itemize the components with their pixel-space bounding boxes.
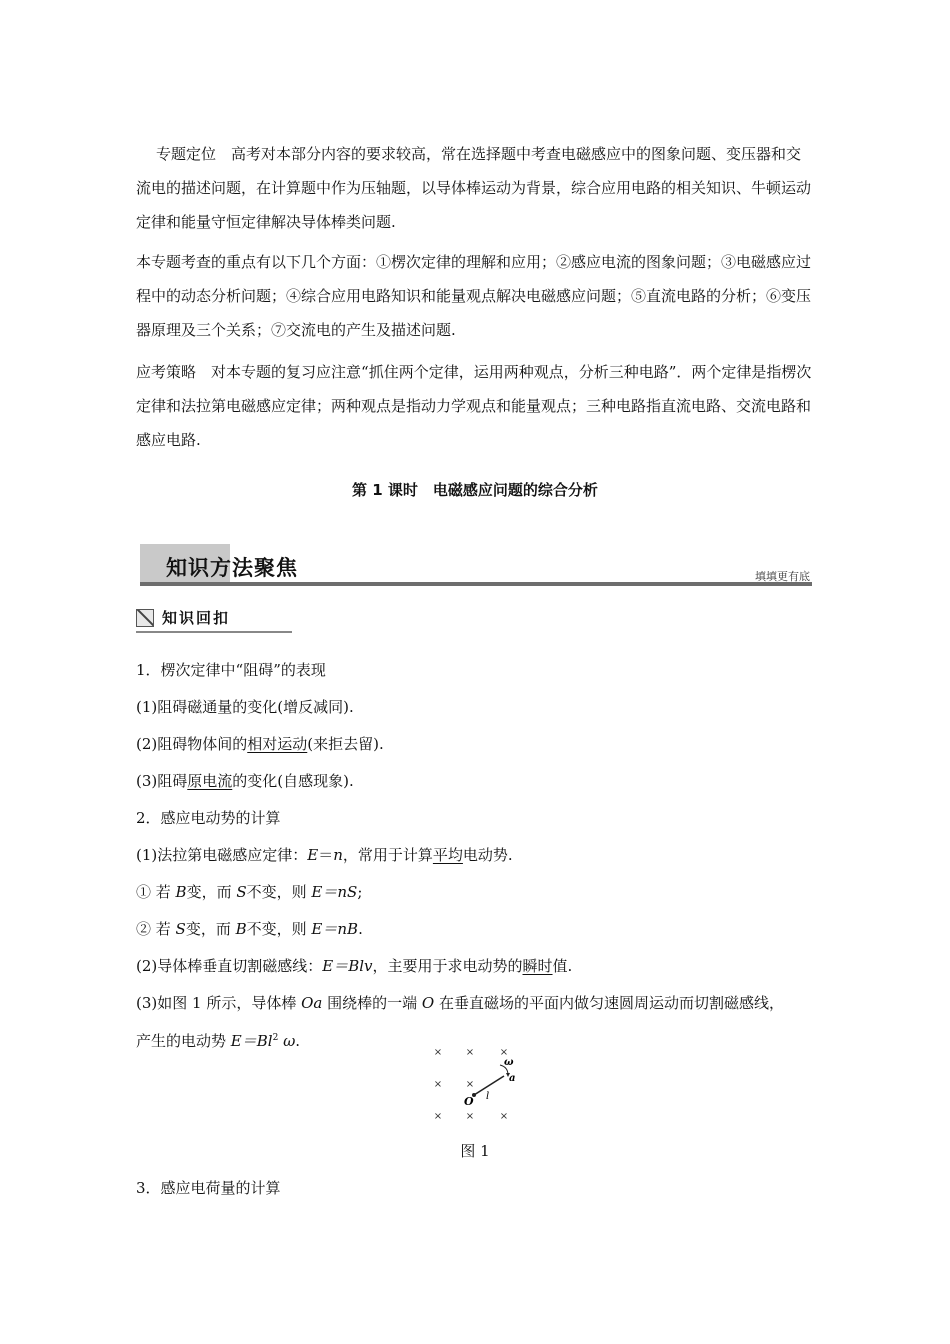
field-cross: × [433, 1047, 443, 1058]
heading-3: 3．感应电荷量的计算 [136, 1179, 281, 1197]
heading-1: 1．楞次定律中“阻碍”的表现 [136, 661, 326, 679]
subsection-icon [136, 609, 154, 627]
lesson-title: 第 1 课时 电磁感应问题的综合分析 [352, 481, 598, 499]
heading-2: 2．感应电动势的计算 [136, 809, 281, 827]
strategy-label: 应考策略 [136, 363, 197, 381]
item-2-1: (1)法拉第电磁感应定律：E＝n，常用于计算平均电动势. [136, 846, 513, 864]
figure-1-diagram [430, 1043, 520, 1123]
item-2-3: (3)如图 1 所示，导体棒 Oa 围绕棒的一端 O 在垂直磁场的平面内做匀速圆周运动而切割磁感线， [136, 994, 784, 1012]
intro-focus: 本专题考查的重点有以下几个方面：①楞次定律的理解和应用；②感应电流的图象问题；③电磁感应过程中的动态分析问题；④综合应用电路知识和能量观点解决电磁感应问题；⑤直流电路的分析；⑥变压器原理及三个关系；⑦交流电的产生及描述问题. [136, 253, 812, 339]
figure-caption: 图 1 [460, 1142, 490, 1160]
subsection-title: 知识回扣 [162, 609, 231, 627]
strategy-text: 对本专题的复习应注意“抓住两个定律，运用两种观点，分析三种电路”．两个定律是指楞次定律和法拉第电磁感应定律；两种观点是指动力学观点和能量观点；三种电路指直流电路、交流电路和感应电路. [136, 363, 812, 449]
intro-positioning [136, 137, 816, 239]
field-cross: × [499, 1111, 509, 1122]
field-cross: × [433, 1111, 443, 1122]
intro-strategy [136, 355, 816, 457]
field-cross: × [499, 1047, 509, 1058]
label-o: O [464, 1095, 474, 1108]
item-2-3-cont: 产生的电动势 $E=Bl^2$ ω. [136, 1032, 301, 1050]
field-cross: × [433, 1079, 443, 1090]
underlined-answer: 原电流 [187, 772, 233, 790]
underlined-answer: 相对运动 [247, 735, 308, 753]
item-2-2: (2)导体棒垂直切割磁感线：E＝Blv，主要用于求电动势的瞬时值. [136, 957, 573, 975]
banner-rule [140, 582, 812, 586]
positioning-label: 专题定位 [156, 145, 217, 163]
underlined-answer: 平均 [432, 846, 463, 864]
label-l: l [486, 1091, 490, 1102]
underlined-answer: 瞬时 [522, 957, 553, 975]
field-cross: × [465, 1079, 475, 1090]
field-cross: × [465, 1047, 475, 1058]
subsection-heading [136, 607, 292, 633]
item-1-1: (1)阻碍磁通量的变化(增反减同). [136, 698, 354, 716]
item-2-1-a: ① 若 B变，而 S不变，则 E＝nS; [136, 883, 363, 901]
banner-title: 知识方法聚焦 [166, 556, 298, 580]
positioning-text: 高考对本部分内容的要求较高，常在选择题中考查电磁感应中的图象问题、变压器和交流电的描述问题，在计算题中作为压轴题，以导体棒运动为背景，综合应用电路的相关知识、牛顿运动定律和能量守恒定律解决导体棒类问题. [136, 145, 812, 231]
subsection-rule [136, 631, 292, 633]
item-2-1-b: ② 若 S变，而 B不变，则 E＝nB. [136, 920, 363, 938]
section-banner [138, 540, 812, 588]
field-cross: × [465, 1111, 475, 1122]
item-1-2: (2)阻碍物体间的相对运动(来拒去留). [136, 735, 384, 753]
label-omega: ω [504, 1057, 514, 1068]
label-a: a [509, 1073, 516, 1084]
banner-tag: 填填更有底 [755, 570, 810, 583]
item-1-3: (3)阻碍原电流的变化(自感现象). [136, 772, 354, 790]
